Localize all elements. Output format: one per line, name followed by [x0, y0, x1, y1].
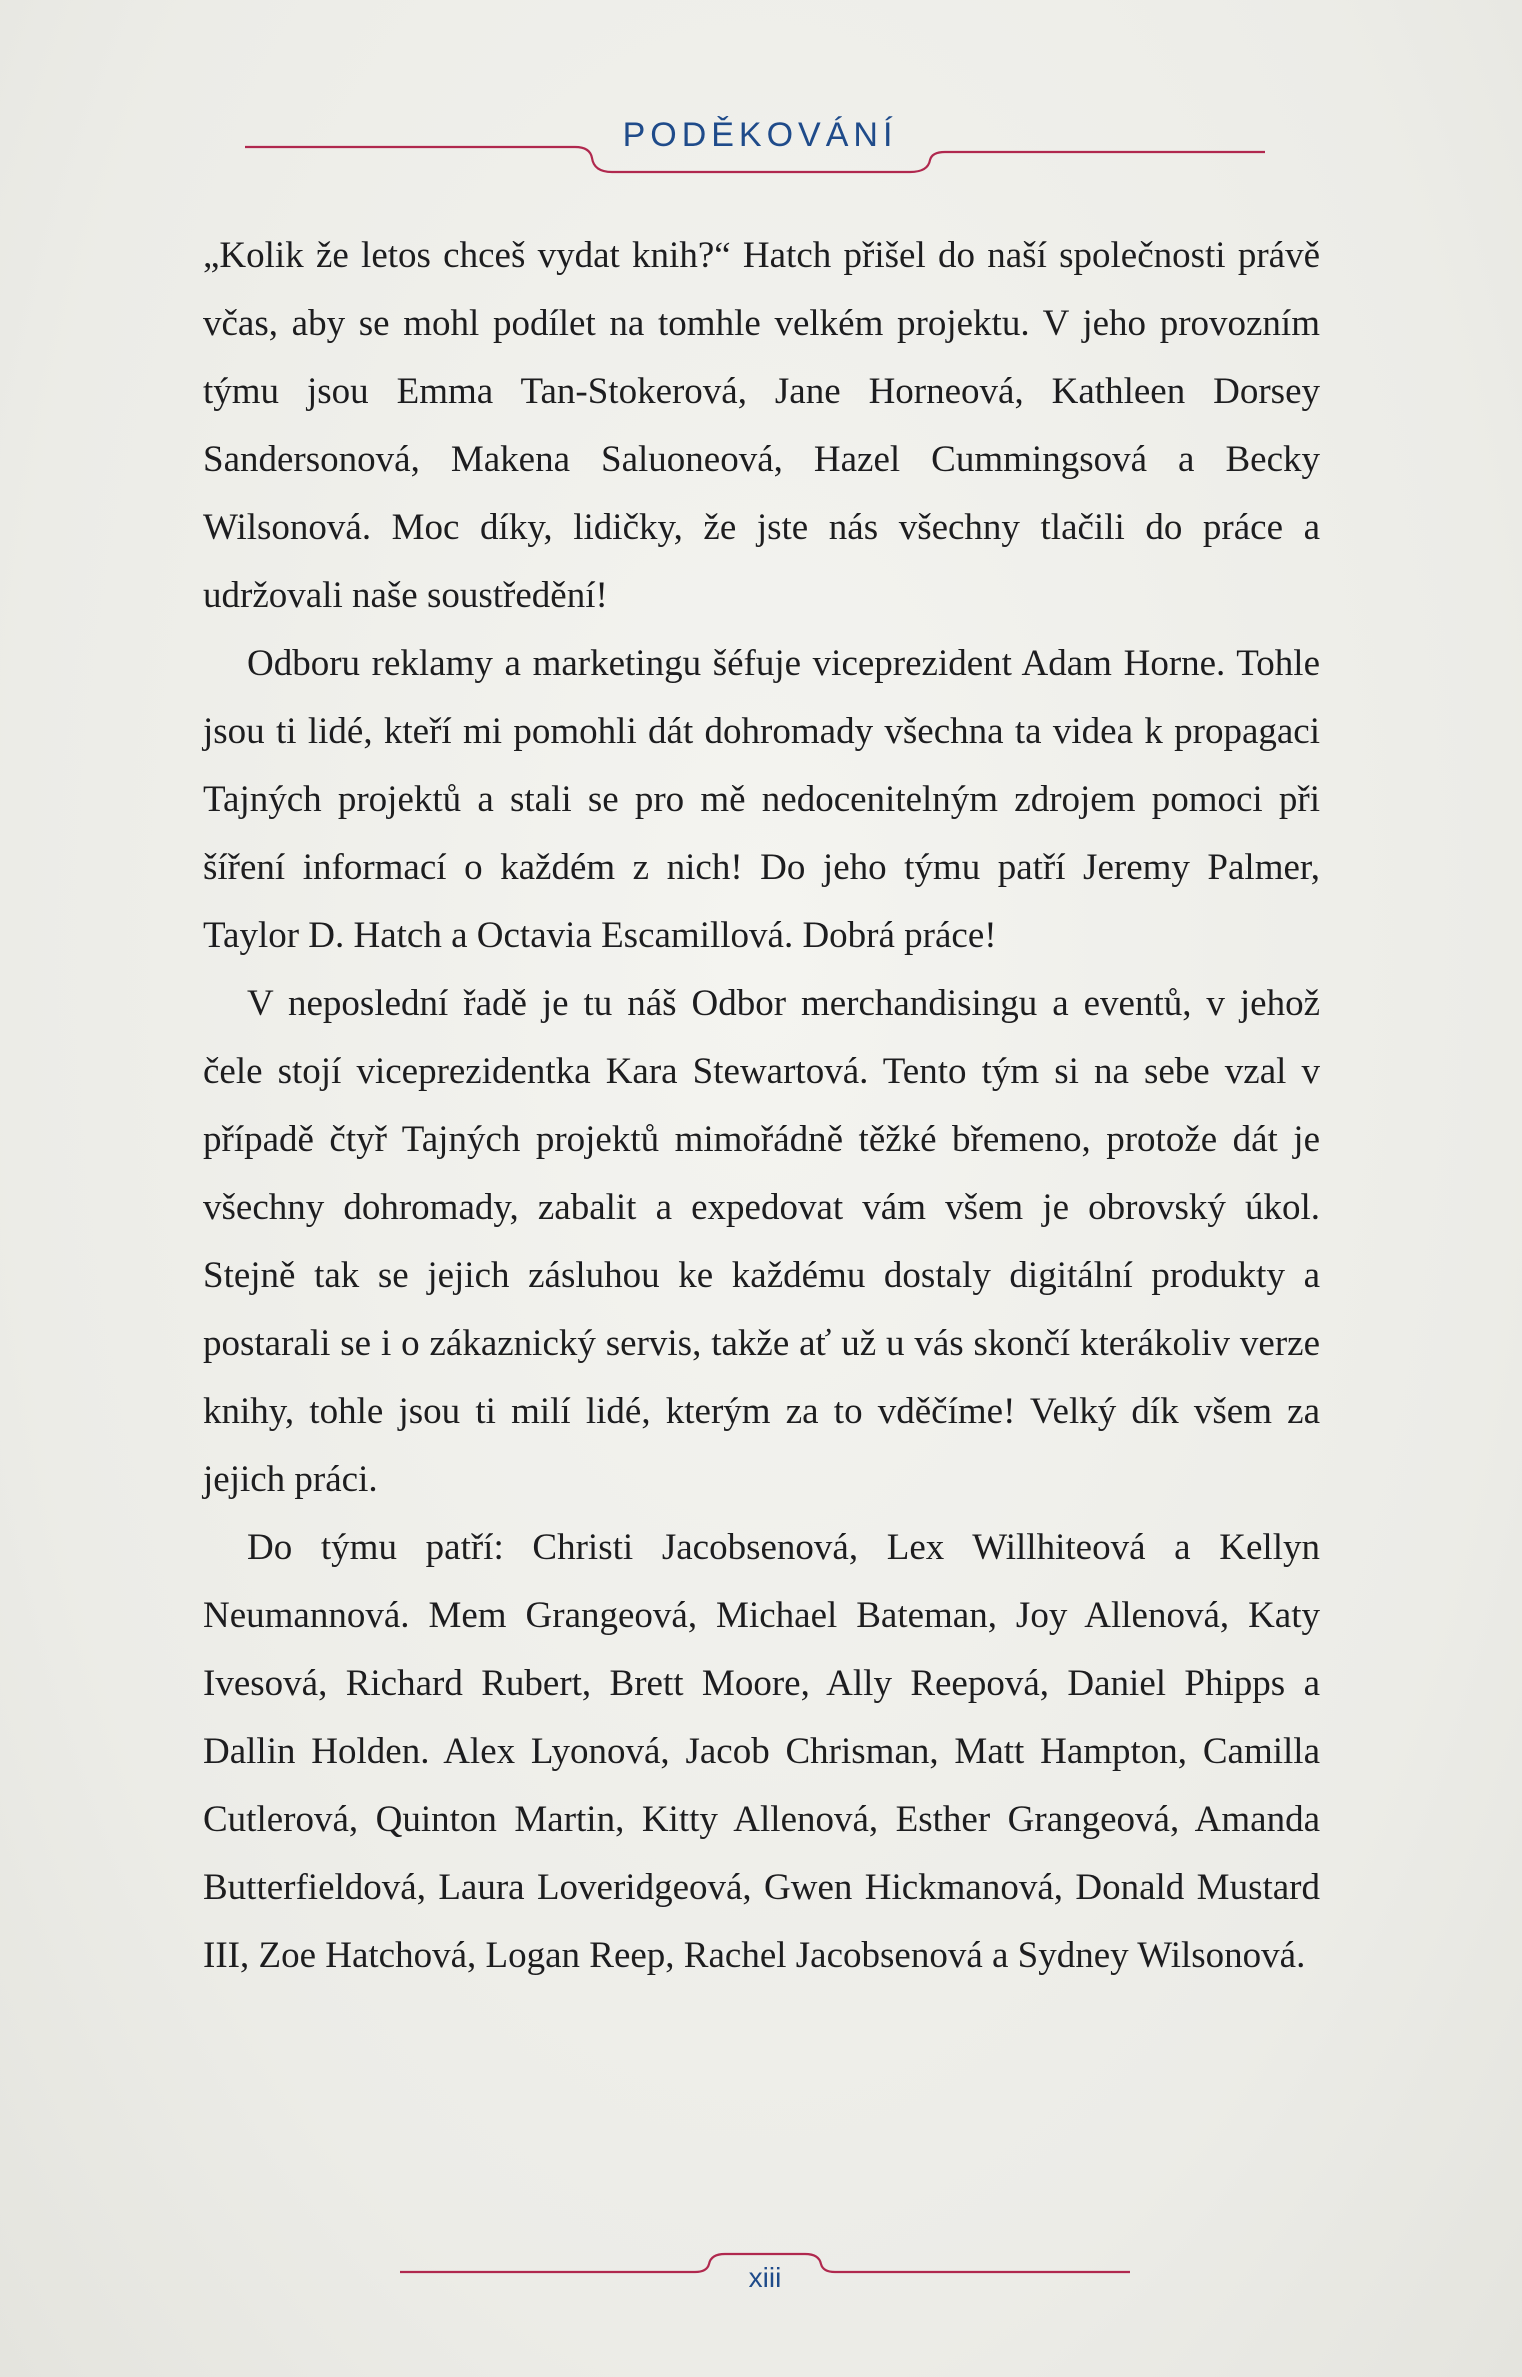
- paragraph: „Kolik že letos chceš vydat knih?“ Hatch přišel do naší společnosti právě včas, aby se mohl podílet na tomhle velkém projektu. V jeho provozním týmu jsou Emma Tan-Stokerová, Jane Horneová, Kathleen Dorsey Sandersonová, Makena Saluoneová, Hazel Cummingsová a Becky Wilsonová. Moc díky, lidičky, že jste nás všechny tlačili do práce a udržovali naše soustředění!: [203, 235, 1320, 616]
- page-number: xiii: [748, 2262, 782, 2293]
- page-footer: [395, 2230, 1135, 2310]
- paragraph: Do týmu patří: Christi Jacobsenová, Lex Willhiteová a Kellyn Neumannová. Mem Grangeová, Michael Bateman, Joy Allenová, Katy Ivesová, Richard Rubert, Brett Moore, Ally Reepová, Daniel Phipps a Dallin Holden. Alex Lyonová, Jacob Chrisman, Matt Hampton, Camilla Cutlerová, Quinton Martin, Kitty Allenová, Esther Grangeová, Amanda Butterfieldová, Laura Loveridgeová, Gwen Hickmanová, Donald Mustard III, Zoe Hatchová, Logan Reep, Rachel Jacobsenová a Sydney Wilsonová.: [203, 1527, 1320, 1976]
- paragraph: V neposlední řadě je tu náš Odbor merchandisingu a eventů, v jehož čele stojí viceprezidentka Kara Stewartová. Tento tým si na sebe vzal v případě čtyř Tajných projektů mimořádně těžké břemeno, protože dát je všechny dohromady, zabalit a expedovat vám všem je obrovský úkol. Stejně tak se jejich zásluhou ke každému dostaly digitální produkty a postarali se i o zákaznický servis, takže ať už u vás skončí kterákoliv verze knihy, tohle jsou ti milí lidé, kterým za to vděčíme! Velký dík všem za jejich práci.: [203, 983, 1320, 1500]
- running-header: [240, 100, 1280, 190]
- body-text: [203, 222, 1320, 1990]
- paragraph: Odboru reklamy a marketingu šéfuje viceprezident Adam Horne. Tohle jsou ti lidé, kteří mi pomohli dát dohromady všechna ta videa k propagaci Tajných projektů a stali se pro mě nedocenitelným zdrojem pomoci při šíření informací o každém z nich! Do jeho týmu patří Jeremy Palmer, Taylor D. Hatch a Octavia Escamillová. Dobrá práce!: [203, 643, 1320, 956]
- chapter-title: PODĚKOVÁNÍ: [622, 116, 898, 154]
